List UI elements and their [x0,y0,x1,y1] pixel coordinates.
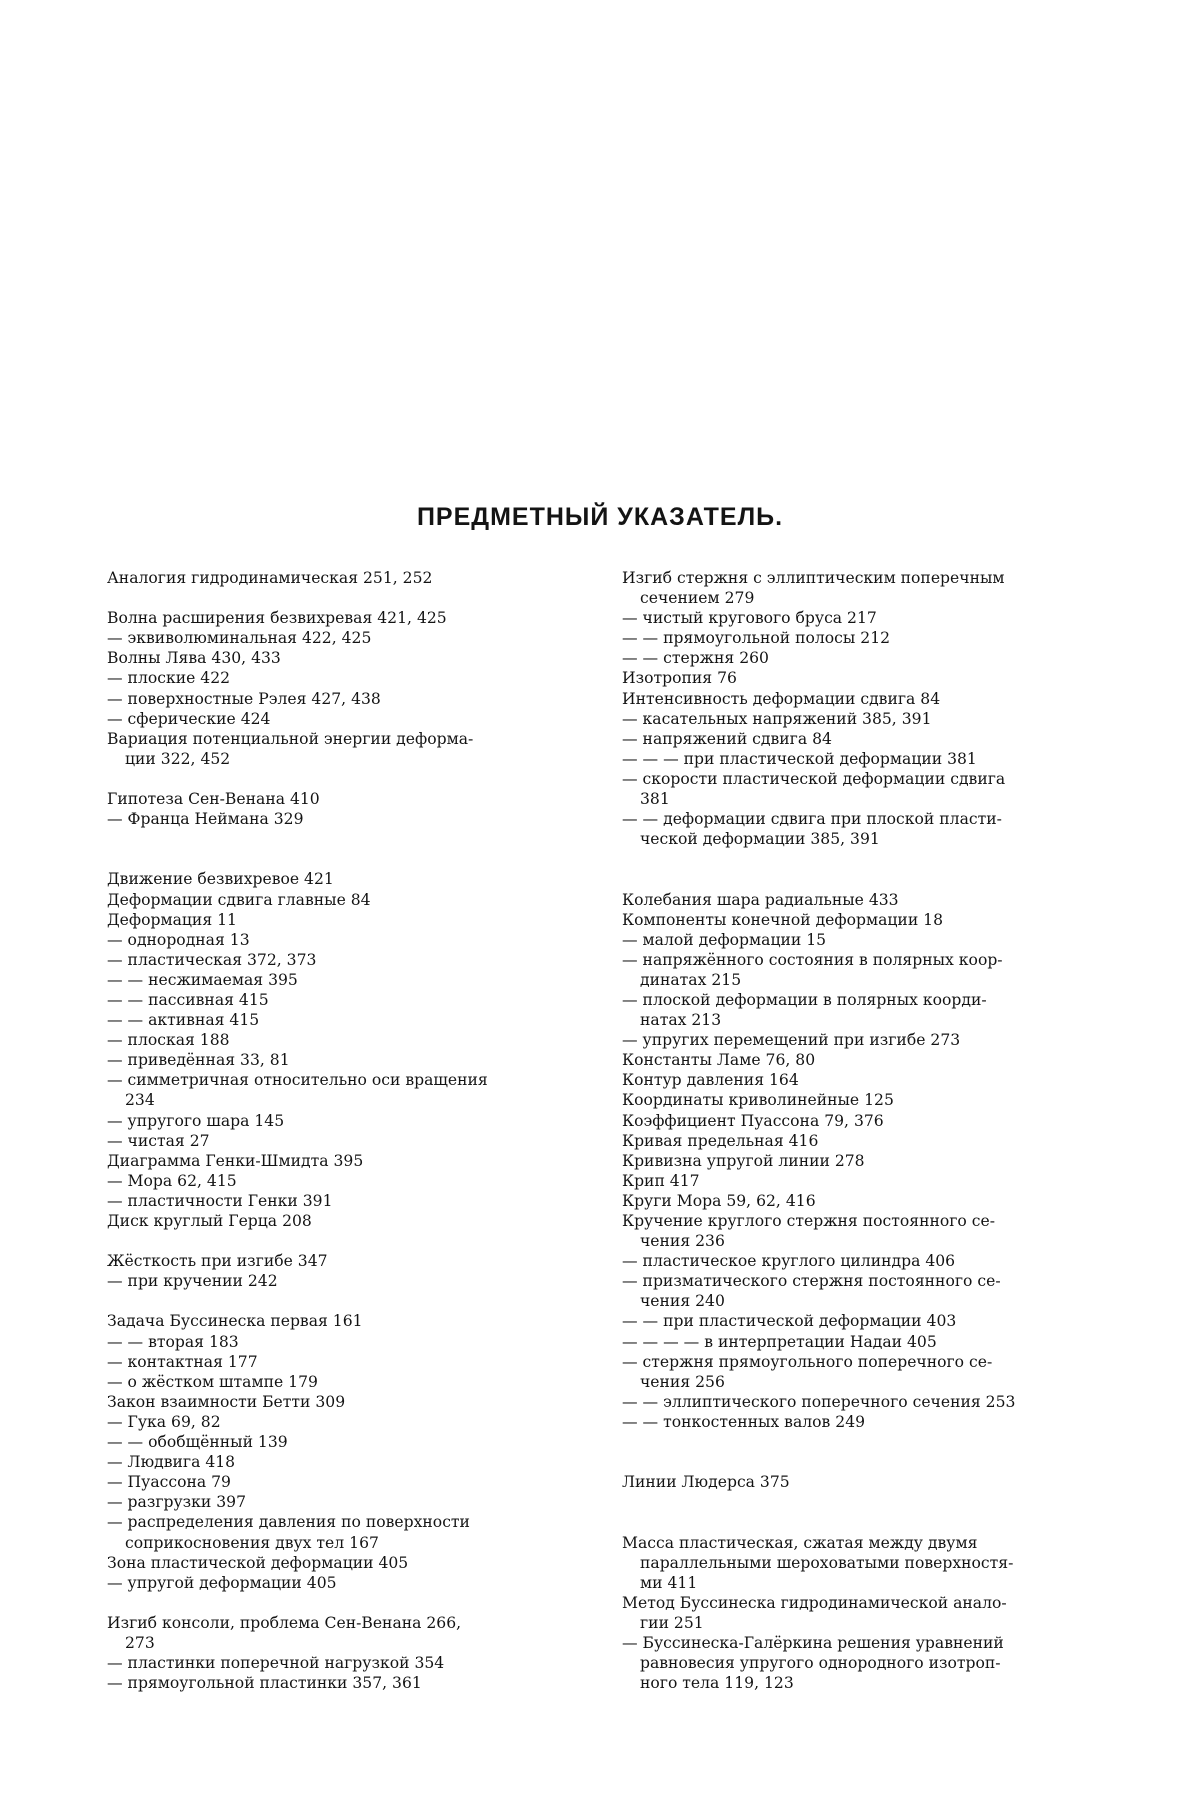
section-spacer [107,588,580,608]
index-entry: — чистая 27 [107,1131,210,1150]
section-spacer [107,1291,580,1311]
index-entry: Диск круглый Герца 208 [107,1212,312,1230]
section-spacer [107,769,580,789]
index-entry: — пластичности Генки 391 [107,1191,333,1210]
section-spacer [622,869,1095,889]
index-entry: — пластическая 372, 373 [107,950,317,969]
index-entry: Изгиб стержня с эллиптическим поперечным [622,569,1005,587]
index-entry-continuation: чения 240 [640,1292,725,1311]
index-entry: Интенсивность деформации сдвига 84 [622,689,941,708]
section-spacer [622,1432,1095,1452]
index-entry: Координаты криволинейные 125 [622,1091,894,1110]
section-spacer [107,829,580,849]
section-spacer [622,1512,1095,1532]
index-entry-continuation: ции 322, 452 [125,749,231,768]
index-entry: — упругих перемещений при изгибе 273 [622,1031,961,1050]
index-entry: — — стержня 260 [622,649,769,668]
index-entry-continuation: чения 256 [640,1372,725,1391]
index-entry: Аналогия гидродинамическая 251, 252 [107,569,433,587]
index-entry: Константы Ламе 76, 80 [622,1051,816,1070]
index-entry: — касательных напряжений 385, 391 [622,709,932,728]
index-entry: Контур давления 164 [622,1071,799,1090]
index-entry: — малой деформации 15 [622,930,827,949]
index-entry: — контактная 177 [107,1352,258,1371]
index-entry: Коэффициент Пуассона 79, 376 [622,1111,884,1130]
index-entry: Диаграмма Генки-Шмидта 395 [107,1151,364,1170]
index-entry: Метод Буссинеска гидродинамической анало- [622,1593,1007,1612]
index-entry: — Людвига 418 [107,1453,236,1472]
index-entry: — Пуассона 79 [107,1473,231,1492]
index-entry: Кручение круглого стержня постоянного се- [622,1212,996,1230]
index-entry: — Буссинеска-Галёркина решения уравнений [622,1633,1004,1652]
index-entry: Гипотеза Сен-Венана 410 [107,790,320,809]
index-entry: Движение безвихревое 421 [107,870,334,889]
index-entry-continuation: ческой деформации 385, 391 [640,830,880,849]
index-column-right [622,568,1095,1693]
index-entry-continuation: 381 [640,790,670,809]
section-spacer [622,849,1095,869]
index-entry-continuation: ного тела 119, 123 [640,1674,794,1693]
section-spacer [107,1231,580,1251]
index-entry: — при кручении 242 [107,1272,278,1291]
index-entry: — плоские 422 [107,669,231,688]
index-entry: — Мора 62, 415 [107,1171,237,1190]
index-entry: — — — при пластической деформации 381 [622,749,977,768]
index-entry-continuation: натах 213 [640,1011,722,1030]
index-entry-continuation: гии 251 [640,1613,704,1632]
index-entry: Линии Людерса 375 [622,1473,790,1492]
index-entry: — прямоугольной пластинки 357, 361 [107,1674,422,1693]
index-entry: Вариация потенциальной энергии деформа- [107,729,474,748]
index-column-left [107,568,580,1693]
index-entry-continuation: 234 [125,1091,155,1110]
index-entry: Изотропия 76 [622,669,737,688]
index-entry-continuation: параллельными шероховатыми поверхностя- [640,1553,1014,1572]
index-entry-continuation: сечением 279 [640,589,755,608]
index-entry: — призматического стержня постоянного се- [622,1272,1001,1291]
index-entry: — упругого шара 145 [107,1111,285,1130]
index-entry: — разгрузки 397 [107,1493,247,1512]
index-entry: — пластинки поперечной нагрузкой 354 [107,1654,445,1673]
index-entry: — эквиволюминальная 422, 425 [107,629,372,648]
index-entry: — плоской деформации в полярных коорди- [622,990,987,1009]
index-entry: Волна расширения безвихревая 421, 425 [107,609,447,628]
index-entry: — симметричная относительно оси вращения [107,1071,488,1090]
index-entry: — сферические 424 [107,709,271,728]
index-entry: — пластическое круглого цилиндра 406 [622,1252,956,1271]
page-title: ПРЕДМЕТНЫЙ УКАЗАТЕЛЬ. [416,503,784,531]
index-entry: — плоская 188 [107,1031,230,1050]
index-entry: Деформации сдвига главные 84 [107,890,371,909]
index-entry: — Гука 69, 82 [107,1412,221,1431]
section-spacer [622,1492,1095,1512]
index-entry-continuation: чения 236 [640,1232,725,1251]
index-entry: Задача Буссинеска первая 161 [107,1312,363,1331]
index-entry: — — активная 415 [107,1011,260,1030]
index-entry: — — — — в интерпретации Надаи 405 [622,1332,937,1351]
index-entry: — — несжимаемая 395 [107,970,298,989]
index-entry: Компоненты конечной деформации 18 [622,910,944,929]
index-entry: — однородная 13 [107,930,250,949]
index-entry: — — деформации сдвига при плоской пласти- [622,810,1002,829]
section-spacer [622,1452,1095,1472]
index-entry: Колебания шара радиальные 433 [622,890,899,909]
index-entry: — поверхностные Рэлея 427, 438 [107,689,381,708]
index-entry: Кривая предельная 416 [622,1131,819,1150]
index-entry: Жёсткость при изгибе 347 [107,1252,328,1271]
section-spacer [107,849,580,869]
index-entry: — стержня прямоугольного поперечного се- [622,1352,993,1371]
index-entry: — приведённая 33, 81 [107,1051,290,1070]
index-entry: — — тонкостенных валов 249 [622,1412,866,1431]
index-entry: — о жёстком штампе 179 [107,1372,318,1391]
index-entry: — напряжений сдвига 84 [622,729,832,748]
index-entry: Закон взаимности Бетти 309 [107,1392,346,1411]
index-entry: — — обобщённый 139 [107,1433,288,1452]
index-entry: Круги Мора 59, 62, 416 [622,1191,816,1210]
index-entry-continuation: 273 [125,1633,155,1652]
index-entry: Деформация 11 [107,910,237,929]
index-entry: Изгиб консоли, проблема Сен-Венана 266, [107,1613,462,1632]
index-entry: — упругой деформации 405 [107,1573,337,1592]
index-entry-continuation: равновесия упругого однородного изотроп- [640,1654,1001,1673]
index-entry: Масса пластическая, сжатая между двумя [622,1533,978,1552]
index-entry: — скорости пластической деформации сдвига [622,769,1006,788]
index-entry: — — прямоугольной полосы 212 [622,629,891,648]
index-entry: — чистый кругового бруса 217 [622,609,877,628]
index-entry: — — пассивная 415 [107,990,269,1009]
index-entry: — напряжённого состояния в полярных коор- [622,950,1003,969]
index-entry: — — эллиптического поперечного сечения 253 [622,1392,1016,1411]
index-entry: — — вторая 183 [107,1332,239,1351]
index-entry: — — при пластической деформации 403 [622,1312,957,1331]
index-entry: — распределения давления по поверхности [107,1513,470,1532]
index-entry: — Франца Неймана 329 [107,810,304,829]
index-entry: Кривизна упругой линии 278 [622,1151,865,1170]
index-entry: Зона пластической деформации 405 [107,1553,409,1572]
section-spacer [107,1593,580,1613]
index-entry-continuation: соприкосновения двух тел 167 [125,1533,379,1552]
index-entry-continuation: ми 411 [640,1573,698,1592]
index-entry: Волны Лява 430, 433 [107,649,281,668]
index-entry: Крип 417 [622,1171,700,1190]
index-entry-continuation: динатах 215 [640,970,742,989]
